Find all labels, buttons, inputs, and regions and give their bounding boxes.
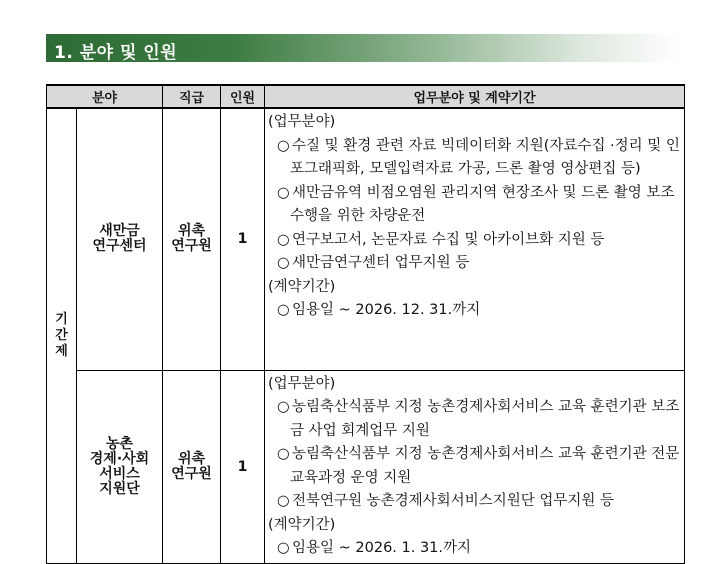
bullet-icon: ○ [277,399,290,415]
org-name: 농촌 경제·사회 서비스 지원단 [89,435,150,497]
bullet-icon: ○ [277,137,290,154]
duty-item: ○ 농림축산식품부 지정 농촌경제사회서비스 교육 훈련기관 보조금 사업 회계업무 지원 [268,396,682,443]
header-count: 인원 [221,85,265,108]
rank-cell [163,370,221,563]
table-header-row [47,85,685,108]
count-cell: 1 [221,370,265,563]
rank-name: 위촉 연구원 [171,223,212,255]
rank-cell [163,108,221,370]
bullet-icon: ○ [277,540,290,556]
recruitment-table [46,84,685,564]
bullet-icon: ○ [277,493,290,509]
duty-item: ○ 새만금유역 비점오염원 관리지역 현장조사 및 드론 촬영 보조 수행을 위한 차량운전 [268,182,682,229]
org-name: 새만금 연구센터 [92,223,147,255]
table-row [47,370,685,563]
duties-cell [265,108,685,370]
bullet-icon: ○ [277,302,290,318]
bullet-icon: ○ [277,446,290,462]
org-cell [77,370,163,563]
section-title-bar [46,34,680,62]
header-duties: 업무분야 및 계약기간 [265,85,685,108]
duty-label: (업무분야) [268,375,336,392]
duties-cell [265,370,685,563]
period-item: ○ 임용일 ~ 2026. 12. 31.까지 [268,299,682,323]
duty-label: (업무분야) [268,114,336,130]
org-cell [77,108,163,370]
bullet-icon: ○ [277,255,290,271]
period-item: ○ 임용일 ~ 2026. 1. 31.까지 [268,537,682,561]
category-label: 기 간 제 [55,311,68,359]
category-cell [47,108,77,563]
duty-item: ○ 새만금연구센터 업무지원 등 [268,252,682,276]
count-cell: 1 [221,108,265,370]
bullet-icon: ○ [277,184,290,201]
bullet-icon: ○ [277,231,290,248]
header-field: 분야 [47,85,163,108]
duty-item: ○ 연구보고서, 논문자료 수집 및 아카이브화 지원 등 [268,229,682,253]
period-label: (계약기간) [268,516,336,533]
period-label: (계약기간) [268,278,336,295]
table-row [47,108,685,370]
duty-item: ○ 농림축산식품부 지정 농촌경제사회서비스 교육 훈련기관 전문 교육과정 운영 지원 [268,443,682,490]
section-title: 1. 분야 및 인원 [54,43,178,63]
header-rank: 직급 [163,85,221,108]
duty-item: ○ 수질 및 환경 관련 자료 빅데이터화 지원(자료수집 ·정리 및 인포그래픽화, 모델입력자료 가공, 드론 촬영 영상편집 등) [268,135,682,182]
duty-item: ○ 전북연구원 농촌경제사회서비스지원단 업무지원 등 [268,490,682,514]
rank-name: 위촉 연구원 [171,450,212,482]
